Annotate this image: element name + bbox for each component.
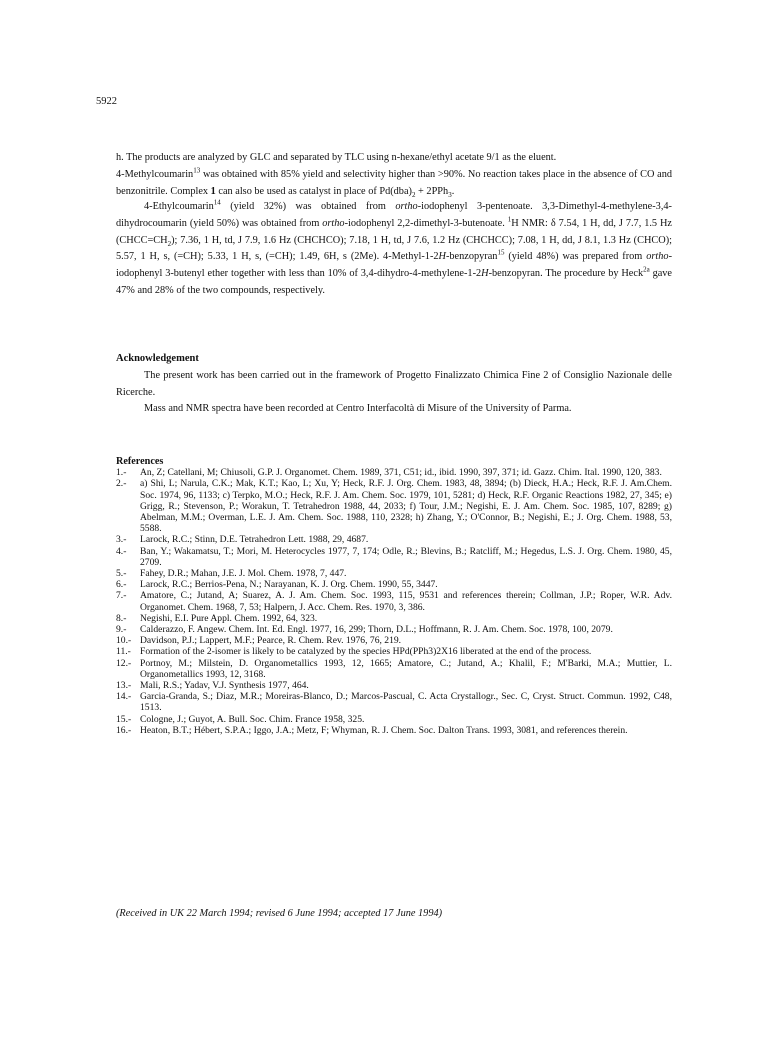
acknowledgement-text-1: The present work has been carried out in the framework of Progetto Finalizzato Chimica Fine 2 of Consiglio Nazionale delle Ricerche. [116, 369, 672, 398]
reference-item [116, 546, 672, 568]
reference-number: 3.- [116, 534, 127, 546]
reference-number: 9.- [116, 624, 127, 636]
references-heading: References [116, 456, 164, 467]
reference-number: 10.- [116, 635, 132, 647]
reference-number: 1.- [116, 467, 127, 479]
reference-number: 13.- [116, 680, 132, 692]
reference-text: Formation of the 2-isomer is likely to be catalyzed by the species HPd(PPh3)2X16 liberated at the end of the process. [140, 646, 592, 658]
received-dates: (Received in UK 22 March 1994; revised 6 June 1994; accepted 17 June 1994) [116, 908, 443, 919]
reference-number: 6.- [116, 579, 127, 591]
reference-text: Garcia-Granda, S.; Diaz, M.R.; Moreiras-Blanco, D.; Marcos-Pascual, C. Acta Crystallogr., Sec. C, Cryst. Struct. Commun. 1992, C48, 1513. [140, 691, 672, 714]
reference-item [116, 691, 672, 713]
reference-text: Ban, Y.; Wakamatsu, T.; Mori, M. Heterocycles 1977, 7, 174; Odle, R.; Blevins, B.; Ratcliff, M.; Hegedus, L.S. J. Org. Chem. 1980, 45, 2709. [140, 545, 672, 568]
reference-item [116, 635, 672, 646]
reference-text: Portnoy, M.; Milstein, D. Organometallics 1993, 12, 1665; Amatore, C.; Jutand, A.; Khalil, F.; M'Barki, M.A.; Muttier, L. Organometallics 1993, 12, 3168. [140, 657, 672, 680]
reference-text: Mali, R.S.; Yadav, V.J. Synthesis 1977, 464. [140, 680, 309, 692]
reference-item [116, 725, 672, 736]
reference-number: 11.- [116, 646, 131, 658]
reference-item [116, 646, 672, 657]
reference-number: 8.- [116, 612, 127, 624]
reference-text: Negishi, E.I. Pure Appl. Chem. 1992, 64, 323. [140, 612, 318, 624]
acknowledgement-text-2: Mass and NMR spectra have been recorded at Centro Interfacoltà di Misure of the University of Parma. [144, 403, 572, 415]
reference-item [116, 579, 672, 590]
reference-number: 2.- [116, 478, 127, 490]
reference-number: 12.- [116, 657, 132, 669]
reference-text: Amatore, C.; Jutand, A; Suarez, A. J. Am. Chem. Soc. 1993, 115, 9531 and references therein; Collman, J.P.; Roper, W.R. Adv. Organomet. Chem. 1968, 7, 53; Halpern, J. Acc. Chem. Res. 1970, 3, 386. [140, 590, 672, 613]
reference-item [116, 613, 672, 624]
reference-item [116, 478, 672, 534]
experimental-paragraph-1: h. The products are analyzed by GLC and separated by TLC using n-hexane/ethyl acetate 9/1 as the eluent. 4-Methylcoumarin$^{13}$ was obtained with 85% yield and selectivity higher than >90%. No reaction takes place in the absence of CO and benzonitrile. Complex 1 can also be used as catalyst in place of $Pd(dba)_2 + 2PPh_3$. [116, 152, 672, 199]
references-section [116, 456, 672, 736]
acknowledgement-heading: Acknowledgement [116, 353, 199, 364]
reference-text: An, Z; Catellani, M; Chiusoli, G.P. J. Organomet. Chem. 1989, 371, C51; id., ibid. 1990, 397, 371; id. Gazz. Chim. Ital. 1990, 120, 383. [140, 467, 662, 479]
reference-number: 4.- [116, 545, 127, 557]
reference-text: Heaton, B.T.; Hébert, S.P.A.; Iggo, J.A.; Metz, F; Whyman, R. J. Chem. Soc. Dalton Trans. 1993, 3081, and references therein. [140, 724, 628, 736]
reference-text: Cologne, J.; Guyot, A. Bull. Soc. Chim. France 1958, 325. [140, 713, 365, 725]
reference-item [116, 624, 672, 635]
reference-item [116, 714, 672, 725]
reference-text: Fahey, D.R.; Mahan, J.E. J. Mol. Chem. 1978, 7, 447. [140, 568, 347, 580]
reference-text: a) Shi, L; Narula, C.K.; Mak, K.T.; Kao, L; Xu, Y; Heck, R.F. J. Org. Chem. 1983, 48, 3894; (b) Dieck, H.A.; Heck, R.F. J. Am.Chem. Soc. 1974, 96, 1133; c) Terpko, M.O.; Heck, R.F. J. Am. Chem. Soc. 1979, 101, 5281; d) Heck, R.F. Organic Reactions 1982, 27, 345; e) Grigg, R.; Stevenson, P.; Worakun, T. Tetrahedron 1988, 44, 2033; f) Tour, J.M.; Negishi, E. J. Am. Chem. Soc. 1985, 107, 8289; g) Abelman, M.M.; Overman, L.E. J. Am. Chem. Soc. 1988, 110, 2328; h) Zhang, Y.; O'Connor, B.; Negishi, E.; J. Org. Chem. 1988, 53, 5588. [140, 478, 672, 535]
reference-item [116, 568, 672, 579]
acknowledgement-section [116, 351, 672, 418]
reference-text: Davidson, P.J.; Lappert, M.F.; Pearce, R. Chem. Rev. 1976, 76, 219. [140, 635, 402, 647]
reference-item [116, 590, 672, 612]
reference-number: 15.- [116, 713, 132, 725]
reference-item [116, 534, 672, 545]
reference-text: Larock, R.C.; Berrios-Pena, N.; Narayanan, K. J. Org. Chem. 1990, 55, 3447. [140, 579, 438, 591]
reference-text: Calderazzo, F. Angew. Chem. Int. Ed. Engl. 1977, 16, 299; Thorn, D.L.; Hoffmann, R. J. Am. Chem. Soc. 1978, 100, 2079. [140, 624, 613, 636]
reference-item [116, 467, 672, 478]
reference-number: 16.- [116, 724, 132, 736]
reference-number: 7.- [116, 590, 127, 602]
reference-item [116, 680, 672, 691]
experimental-paragraph-2: 4-Ethylcoumarin$^{14}$ (yield 32%) was obtained from ortho-iodophenyl 3-pentenoate. 3,3-Dimethyl-4-methylene-3,4-dihydrocoumarin (yield 50%) was obtained from ortho-iodophenyl 2,2-dimethyl-3-butenoate. $^1$H NMR: δ 7.54, 1 H, dd, J 7.7, 1.5 Hz $(CHCC=CH_2)$; 7.36, 1 H, td, J 7.9, 1.6 Hz (CHCHCO); 7.18, 1 H, td, J 7.6, 1.2 Hz (CHCHCC); 7.08, 1 H, dd, J 8.1, 1.3 Hz (CHCO); 5.57, 1 H, s, (=CH); 5.33, 1 H, s, (=CH); 1.49, 6H, s (2Me). 4-Methyl-1-2H-benzopyran$^{15}$ (yield 48%) was prepared from ortho-iodophenyl 3-butenyl ether together with less than 10% of 3,4-dihydro-4-methylene-1-2H-benzopyran. The procedure by Heck$^{2a}$ gave 47% and 28% of the two compounds, respectively. [116, 198, 673, 296]
reference-text: Larock, R.C.; Stinn, D.E. Tetrahedron Lett. 1988, 29, 4687. [140, 534, 369, 546]
page-number: 5922 [96, 96, 117, 107]
reference-number: 14.- [116, 691, 132, 703]
reference-item [116, 658, 672, 680]
reference-number: 5.- [116, 568, 127, 580]
